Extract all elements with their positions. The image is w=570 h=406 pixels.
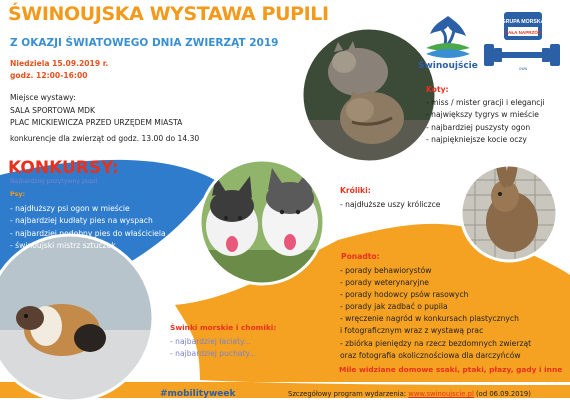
konkursy-heading: KONKURSY:	[8, 158, 119, 178]
list-item: - porady behawiorystów	[340, 266, 432, 275]
list-item: - najbardziej puszysty ogon	[426, 122, 531, 132]
list-item: - najpiękniejsze kocie oczy	[426, 135, 527, 145]
list-item: - porady jak zadbać o pupila	[340, 302, 448, 312]
program-prefix: Szczegółowy program wydarzenia:	[288, 390, 407, 398]
list-item: - najdłuższy psi ogon w mieście	[10, 204, 130, 213]
group-slogan-text: CAŁA NAPRZÓD	[504, 30, 542, 35]
website-link[interactable]: www.swinoujscie.pl	[408, 390, 474, 398]
list-item: - porady hodowcy psów rasowych	[340, 290, 469, 300]
page-subtitle: Z OKAZJI ŚWIATOWEGO DNIA ZWIERZĄT 2019	[10, 37, 279, 49]
list-item: - najbardziej podobny pies do właściciela	[10, 228, 166, 238]
cats-contest-list	[426, 98, 545, 148]
cats-label: Koty:	[426, 85, 449, 94]
list-item: - najbardziej puchaty...	[170, 348, 257, 358]
konkursy-subtitle: Najbardziej pozytywny pupil	[10, 178, 98, 185]
dogs-contest-list	[10, 204, 166, 253]
list-item: - największy tygrys w mieście	[426, 110, 539, 120]
guinea-pigs-label: Świnki morskie i chomiki:	[170, 323, 277, 332]
group-small-text: GWN	[518, 67, 528, 71]
list-item: - świnoujski mistrz sztuczek	[10, 240, 116, 250]
place-line: PLAC MICKIEWICZA PRZED URZĘDEM MIASTA	[10, 118, 183, 127]
extras-list	[340, 266, 531, 363]
page-title: ŚWINOUJSKA WYSTAWA PUPILI	[8, 3, 329, 25]
rabbits-label: Króliki:	[340, 186, 371, 195]
list-item: - miss / mister gracji i elegancji	[426, 98, 545, 107]
dogs-label: Psy:	[10, 190, 26, 198]
event-hours: godz. 12:00-16:00	[10, 71, 88, 80]
program-suffix: (od 06.09.2019)	[476, 390, 531, 398]
list-item: - wręczenie nagród w konkursach plastycznych	[340, 314, 519, 324]
list-item: - najbardziej łaciaty...	[170, 337, 251, 346]
group-name-text: GRUPA MORSKA	[501, 19, 545, 25]
hashtag: #mobilityweek	[160, 389, 236, 399]
program-footer	[288, 390, 531, 398]
list-item: oraz fotografia okolicznościowa dla darczyńców	[340, 350, 521, 360]
list-item: - zbiórka pieniędzy na rzecz bezdomnych zwierząt	[340, 338, 532, 348]
event-date: Niedziela 15.09.2019 r.	[10, 59, 109, 68]
guinea-pigs-list	[170, 337, 256, 360]
list-item: i fotograficznym wraz z wystawą prac	[340, 326, 484, 336]
dumbbell-logo-icon	[482, 8, 562, 74]
place-label: Miejsce wystawy:	[10, 93, 76, 102]
welcome-note: Mile widziane domowe ssaki, ptaki, płazy, gady i inne	[339, 365, 563, 374]
city-logo-text: Świnoujście	[418, 61, 478, 71]
list-item: - porady weterynaryjne	[340, 278, 429, 288]
list-item: - najbardziej kudłaty pies na wyspach	[10, 216, 153, 226]
extras-label: Ponadto:	[341, 252, 380, 261]
list-item: - najdłuższe uszy króliczce	[340, 200, 441, 209]
contest-hours: konkurencje dla zwierząt od godz. 13.00 do 14.30	[10, 134, 200, 143]
place-line: SALA SPORTOWA MDK	[10, 106, 95, 115]
